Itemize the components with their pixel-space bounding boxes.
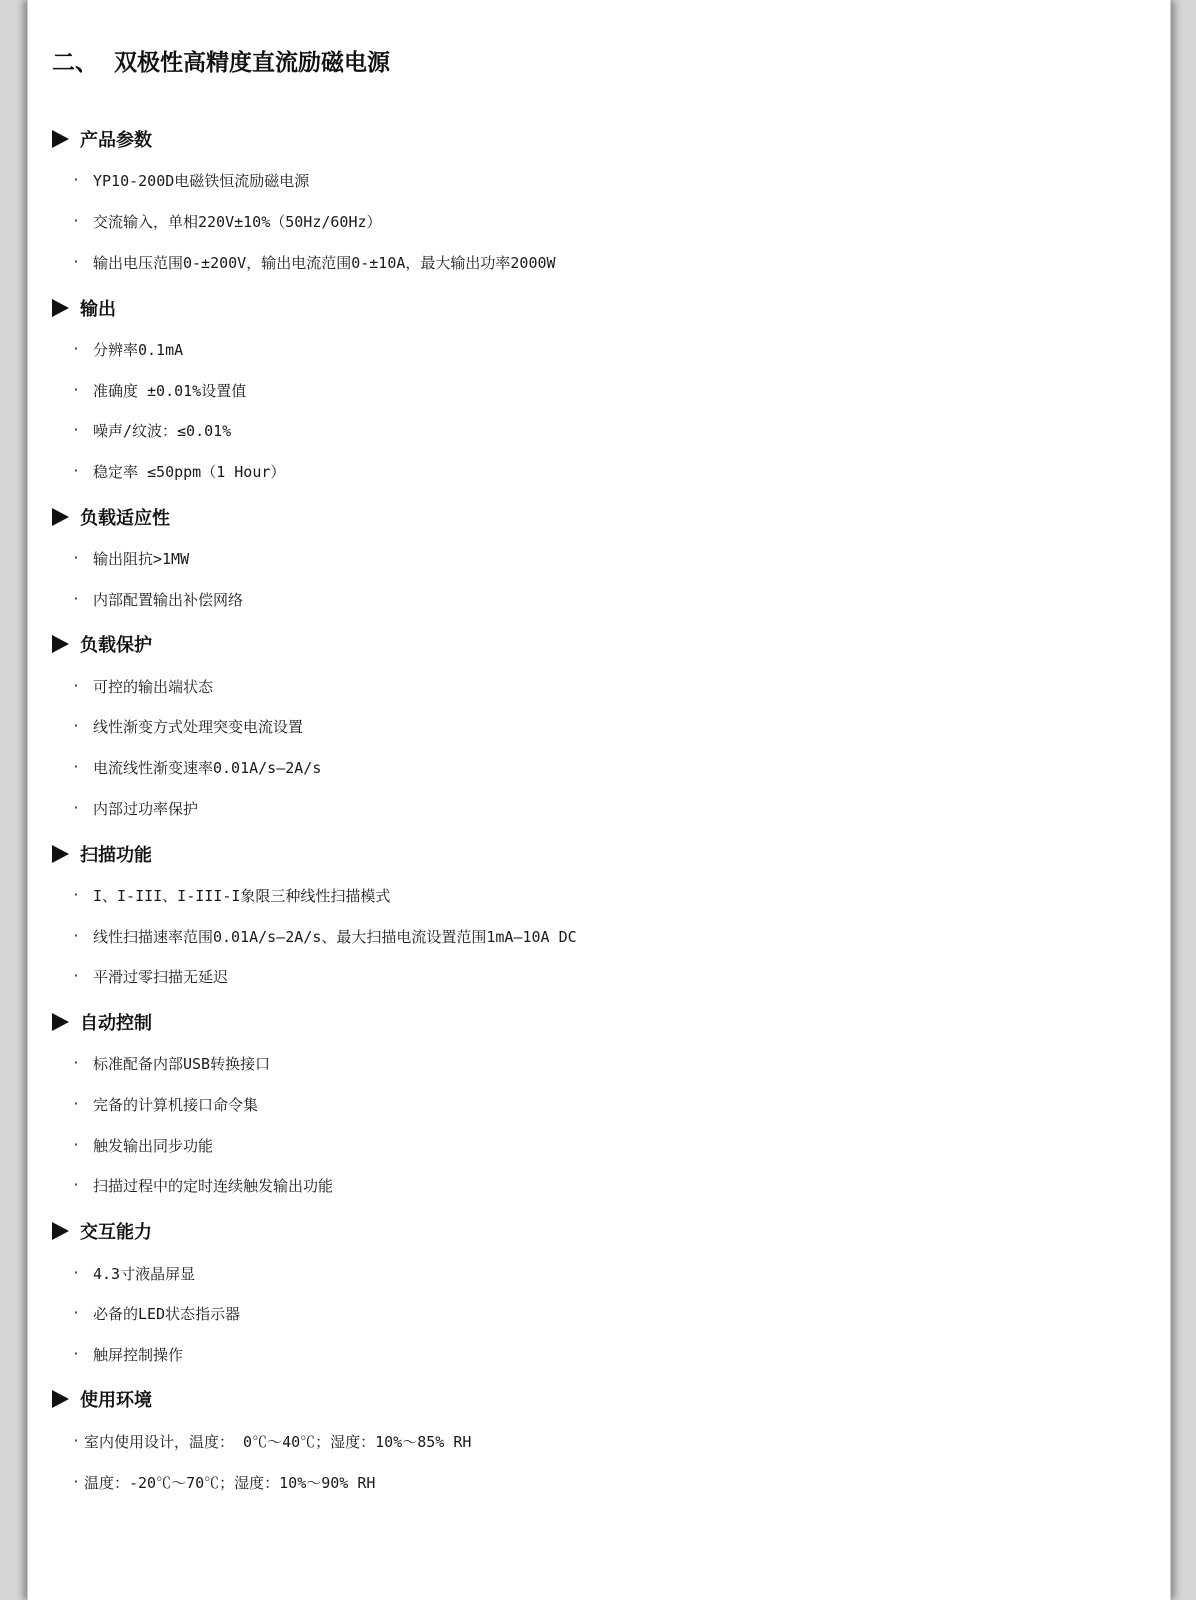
arrow-right-icon (52, 299, 69, 317)
section-heading (52, 631, 152, 657)
section-heading-label: 负载保护 (80, 635, 152, 656)
list-item-text: 温度：-20℃～70℃；湿度：10%～90% RH (84, 1473, 376, 1492)
list-item (72, 715, 303, 737)
section-heading (52, 1218, 152, 1244)
bullet-icon: · (72, 1096, 80, 1112)
arrow-right-icon (52, 1390, 69, 1408)
bullet-icon: · (72, 1177, 80, 1193)
list-item (72, 1430, 471, 1452)
bullet-icon: · (72, 968, 80, 984)
bullet-icon: · (72, 382, 80, 398)
list-item (72, 338, 183, 360)
arrow-right-icon (52, 508, 69, 526)
page-title (52, 44, 390, 77)
list-item (72, 1471, 375, 1493)
title-text: 双极性高精度直流励磁电源 (114, 50, 390, 76)
bullet-icon: · (72, 928, 80, 944)
list-item (72, 675, 213, 697)
bullet-icon: · (72, 1474, 80, 1490)
title-number: 二、 (52, 50, 98, 76)
bullet-icon: · (72, 463, 80, 479)
list-item-text: 输出阻抗>1MW (93, 549, 190, 568)
list-item-text: 输出电压范围0-±200V，输出电流范围0-±10A，最大输出功率2000W (93, 253, 556, 272)
list-item (72, 379, 246, 401)
section-heading-label: 负载适应性 (80, 508, 170, 529)
list-item (72, 1302, 240, 1324)
list-item-text: 准确度 ±0.01%设置值 (93, 381, 247, 400)
bullet-icon: · (72, 887, 80, 903)
section-heading (52, 1386, 152, 1412)
list-item-text: 交流输入，单相220V±10%（50Hz/60Hz） (93, 212, 382, 231)
list-item (72, 1052, 270, 1074)
list-item-text: 分辨率0.1mA (93, 340, 184, 359)
section-heading (52, 504, 170, 530)
list-item (72, 1093, 258, 1115)
list-item (72, 547, 189, 569)
list-item (72, 965, 228, 987)
bullet-icon: · (72, 718, 80, 734)
list-item-text: 室内使用设计，温度： 0℃～40℃；湿度：10%～85% RH (84, 1432, 472, 1451)
bullet-icon: · (72, 213, 80, 229)
arrow-right-icon (52, 1013, 69, 1031)
list-item-text: 平滑过零扫描无延迟 (93, 967, 229, 986)
list-item (72, 925, 577, 947)
list-item (72, 588, 243, 610)
list-item (72, 210, 382, 232)
list-item-text: 线性渐变方式处理突变电流设置 (93, 717, 304, 736)
bullet-icon: · (72, 1433, 80, 1449)
bullet-icon: · (72, 678, 80, 694)
list-item-text: 完备的计算机接口命令集 (93, 1095, 259, 1114)
bullet-icon: · (72, 1055, 80, 1071)
list-item (72, 1134, 213, 1156)
bullet-icon: · (72, 422, 80, 438)
list-item-text: 内部过功率保护 (93, 799, 199, 818)
section-heading (52, 295, 116, 321)
list-item (72, 251, 556, 273)
section-heading-label: 产品参数 (80, 130, 152, 151)
list-item (72, 419, 231, 441)
section-heading-label: 使用环境 (80, 1390, 152, 1411)
arrow-right-icon (52, 845, 69, 863)
bullet-icon: · (72, 591, 80, 607)
list-item-text: 触发输出同步功能 (93, 1136, 214, 1155)
list-item-text: 可控的输出端状态 (93, 677, 214, 696)
arrow-right-icon (52, 130, 69, 148)
arrow-right-icon (52, 1222, 69, 1240)
section-heading (52, 126, 152, 152)
bullet-icon: · (72, 172, 80, 188)
list-item (72, 1262, 195, 1284)
list-item (72, 756, 321, 778)
bullet-icon: · (72, 1265, 80, 1281)
section-heading (52, 841, 152, 867)
section-heading-label: 扫描功能 (80, 845, 152, 866)
list-item-text: 标准配备内部USB转换接口 (93, 1054, 271, 1073)
bullet-icon: · (72, 341, 80, 357)
list-item-text: 触屏控制操作 (93, 1345, 184, 1364)
list-item (72, 1174, 333, 1196)
list-item (72, 1343, 183, 1365)
bullet-icon: · (72, 1346, 80, 1362)
list-item (72, 884, 390, 906)
section-heading-label: 自动控制 (80, 1013, 152, 1034)
bullet-icon: · (72, 759, 80, 775)
list-item (72, 460, 285, 482)
arrow-right-icon (52, 635, 69, 653)
section-heading-label: 交互能力 (80, 1222, 152, 1243)
bullet-icon: · (72, 254, 80, 270)
list-item-text: 4.3寸液晶屏显 (93, 1264, 196, 1283)
list-item-text: 噪声/纹波：≤0.01% (93, 421, 232, 440)
list-item-text: 必备的LED状态指示器 (93, 1304, 241, 1323)
list-item-text: 线性扫描速率范围0.01A/s—2A/s、最大扫描电流设置范围1mA—10A DC (93, 927, 577, 946)
bullet-icon: · (72, 1305, 80, 1321)
bullet-icon: · (72, 550, 80, 566)
document-page (28, 0, 1170, 1600)
bullet-icon: · (72, 1137, 80, 1153)
list-item-text: 稳定率 ≤50ppm（1 Hour） (93, 462, 286, 481)
list-item-text: 电流线性渐变速率0.01A/s—2A/s (93, 758, 322, 777)
section-heading (52, 1009, 152, 1035)
section-heading-label: 输出 (80, 299, 116, 320)
list-item (72, 169, 309, 191)
list-item-text: 内部配置输出补偿网络 (93, 590, 244, 609)
list-item-text: 扫描过程中的定时连续触发输出功能 (93, 1176, 334, 1195)
bullet-icon: · (72, 800, 80, 816)
list-item-text: YP10-200D电磁铁恒流励磁电源 (93, 171, 310, 190)
list-item (72, 797, 198, 819)
list-item-text: I、I-III、I-III-I象限三种线性扫描模式 (93, 886, 391, 905)
